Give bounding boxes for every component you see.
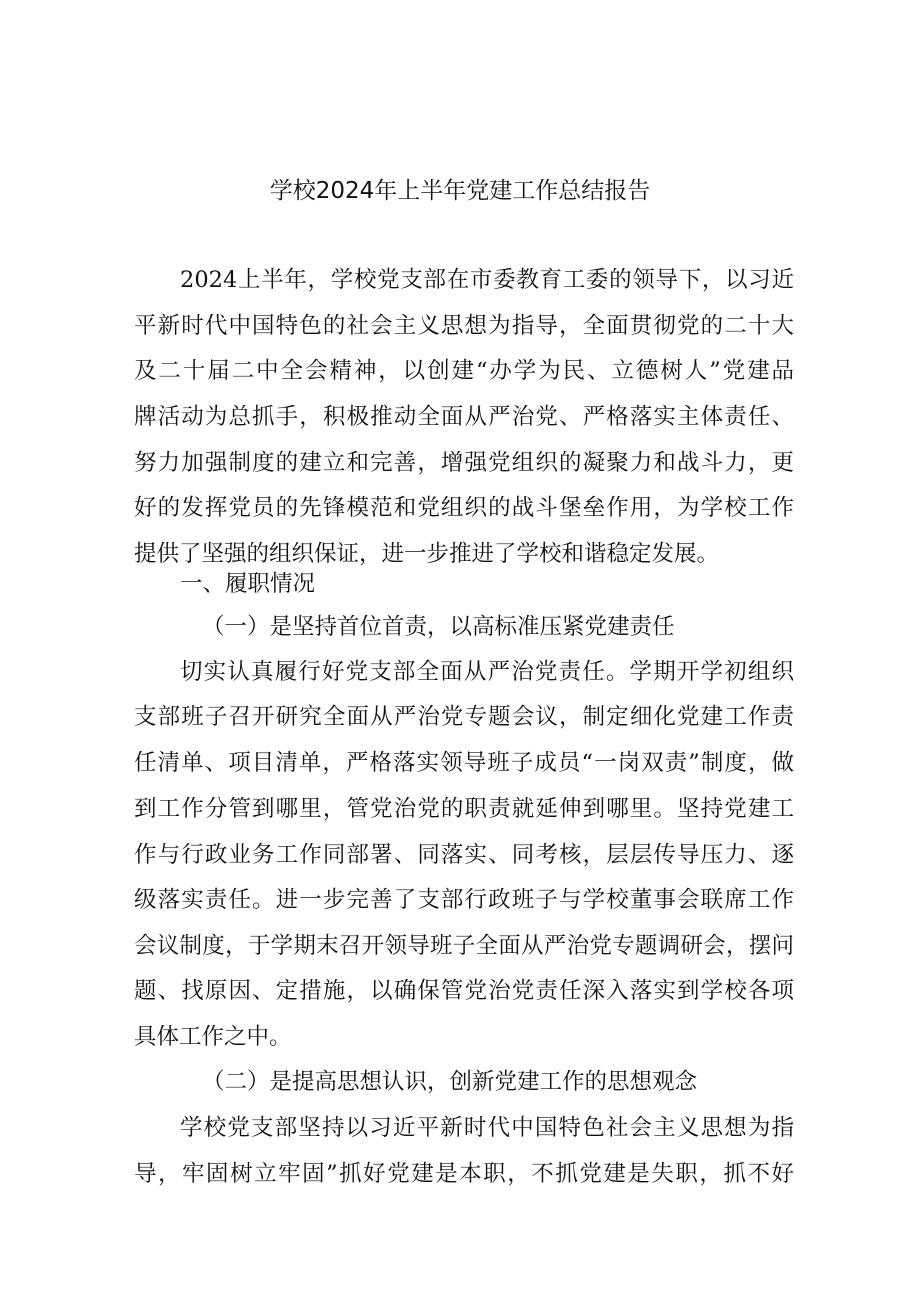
- subsection1-line-3: 任清单、项目清单，严格落实领导班子成员“一岗双责”制度，做: [134, 750, 794, 776]
- subsection2-line-1: 学校党支部坚持以习近平新时代中国特色社会主义思想为指: [180, 1115, 794, 1141]
- document-title: 学校2024年上半年党建工作总结报告: [269, 178, 651, 204]
- subsection1-line-8: 题、找原因、定措施，以确保管党治党责任深入落实到学校各项: [134, 978, 794, 1004]
- subsection-heading-2: （二）是提高思想认识，创新党建工作的思想观念: [202, 1069, 698, 1095]
- intro-line-1: 2024上半年，学校党支部在市委教育工委的领导下，以习近: [180, 267, 794, 293]
- subsection1-line-6: 级落实责任。进一步完善了支部行政班子与学校董事会联席工作: [134, 887, 794, 913]
- intro-line-6: 好的发挥党员的先锋模范和党组织的战斗堡垒作用，为学校工作: [134, 495, 794, 521]
- subsection1-line-4: 到工作分管到哪里，管党治党的职责就延伸到哪里。坚持党建工: [134, 796, 794, 822]
- subsection1-line-9: 具体工作之中。: [134, 1024, 292, 1050]
- intro-line-4: 牌活动为总抓手，积极推动全面从严治党、严格落实主体责任、: [134, 404, 794, 430]
- intro-line-3: 及二十届二中全会精神，以创建“办学为民、立德树人”党建品: [134, 358, 794, 384]
- subsection1-line-7: 会议制度，于学期末召开领导班子全面从严治党专题调研会，摆问: [134, 933, 794, 959]
- subsection-heading-1: （一）是坚持首位首责，以高标准压紧党建责任: [202, 614, 675, 640]
- intro-line-2: 平新时代中国特色的社会主义思想为指导，全面贯彻党的二十大: [134, 313, 794, 339]
- section-heading: 一、履职情况: [180, 571, 316, 597]
- subsection1-line-1: 切实认真履行好党支部全面从严治党责任。学期开学初组织: [180, 659, 794, 685]
- subsection2-line-2: 导，牢固树立牢固”抓好党建是本职，不抓党建是失职，抓不好: [134, 1161, 794, 1187]
- subsection1-line-2: 支部班子召开研究全面从严治党专题会议，制定细化党建工作责: [134, 704, 794, 730]
- intro-line-5: 努力加强制度的建立和完善，增强党组织的凝聚力和战斗力，更: [134, 450, 794, 476]
- intro-line-7: 提供了坚强的组织保证，进一步推进了学校和谐稳定发展。: [134, 541, 720, 567]
- subsection1-line-5: 作与行政业务工作同部署、同落实、同考核，层层传导压力、逐: [134, 842, 794, 868]
